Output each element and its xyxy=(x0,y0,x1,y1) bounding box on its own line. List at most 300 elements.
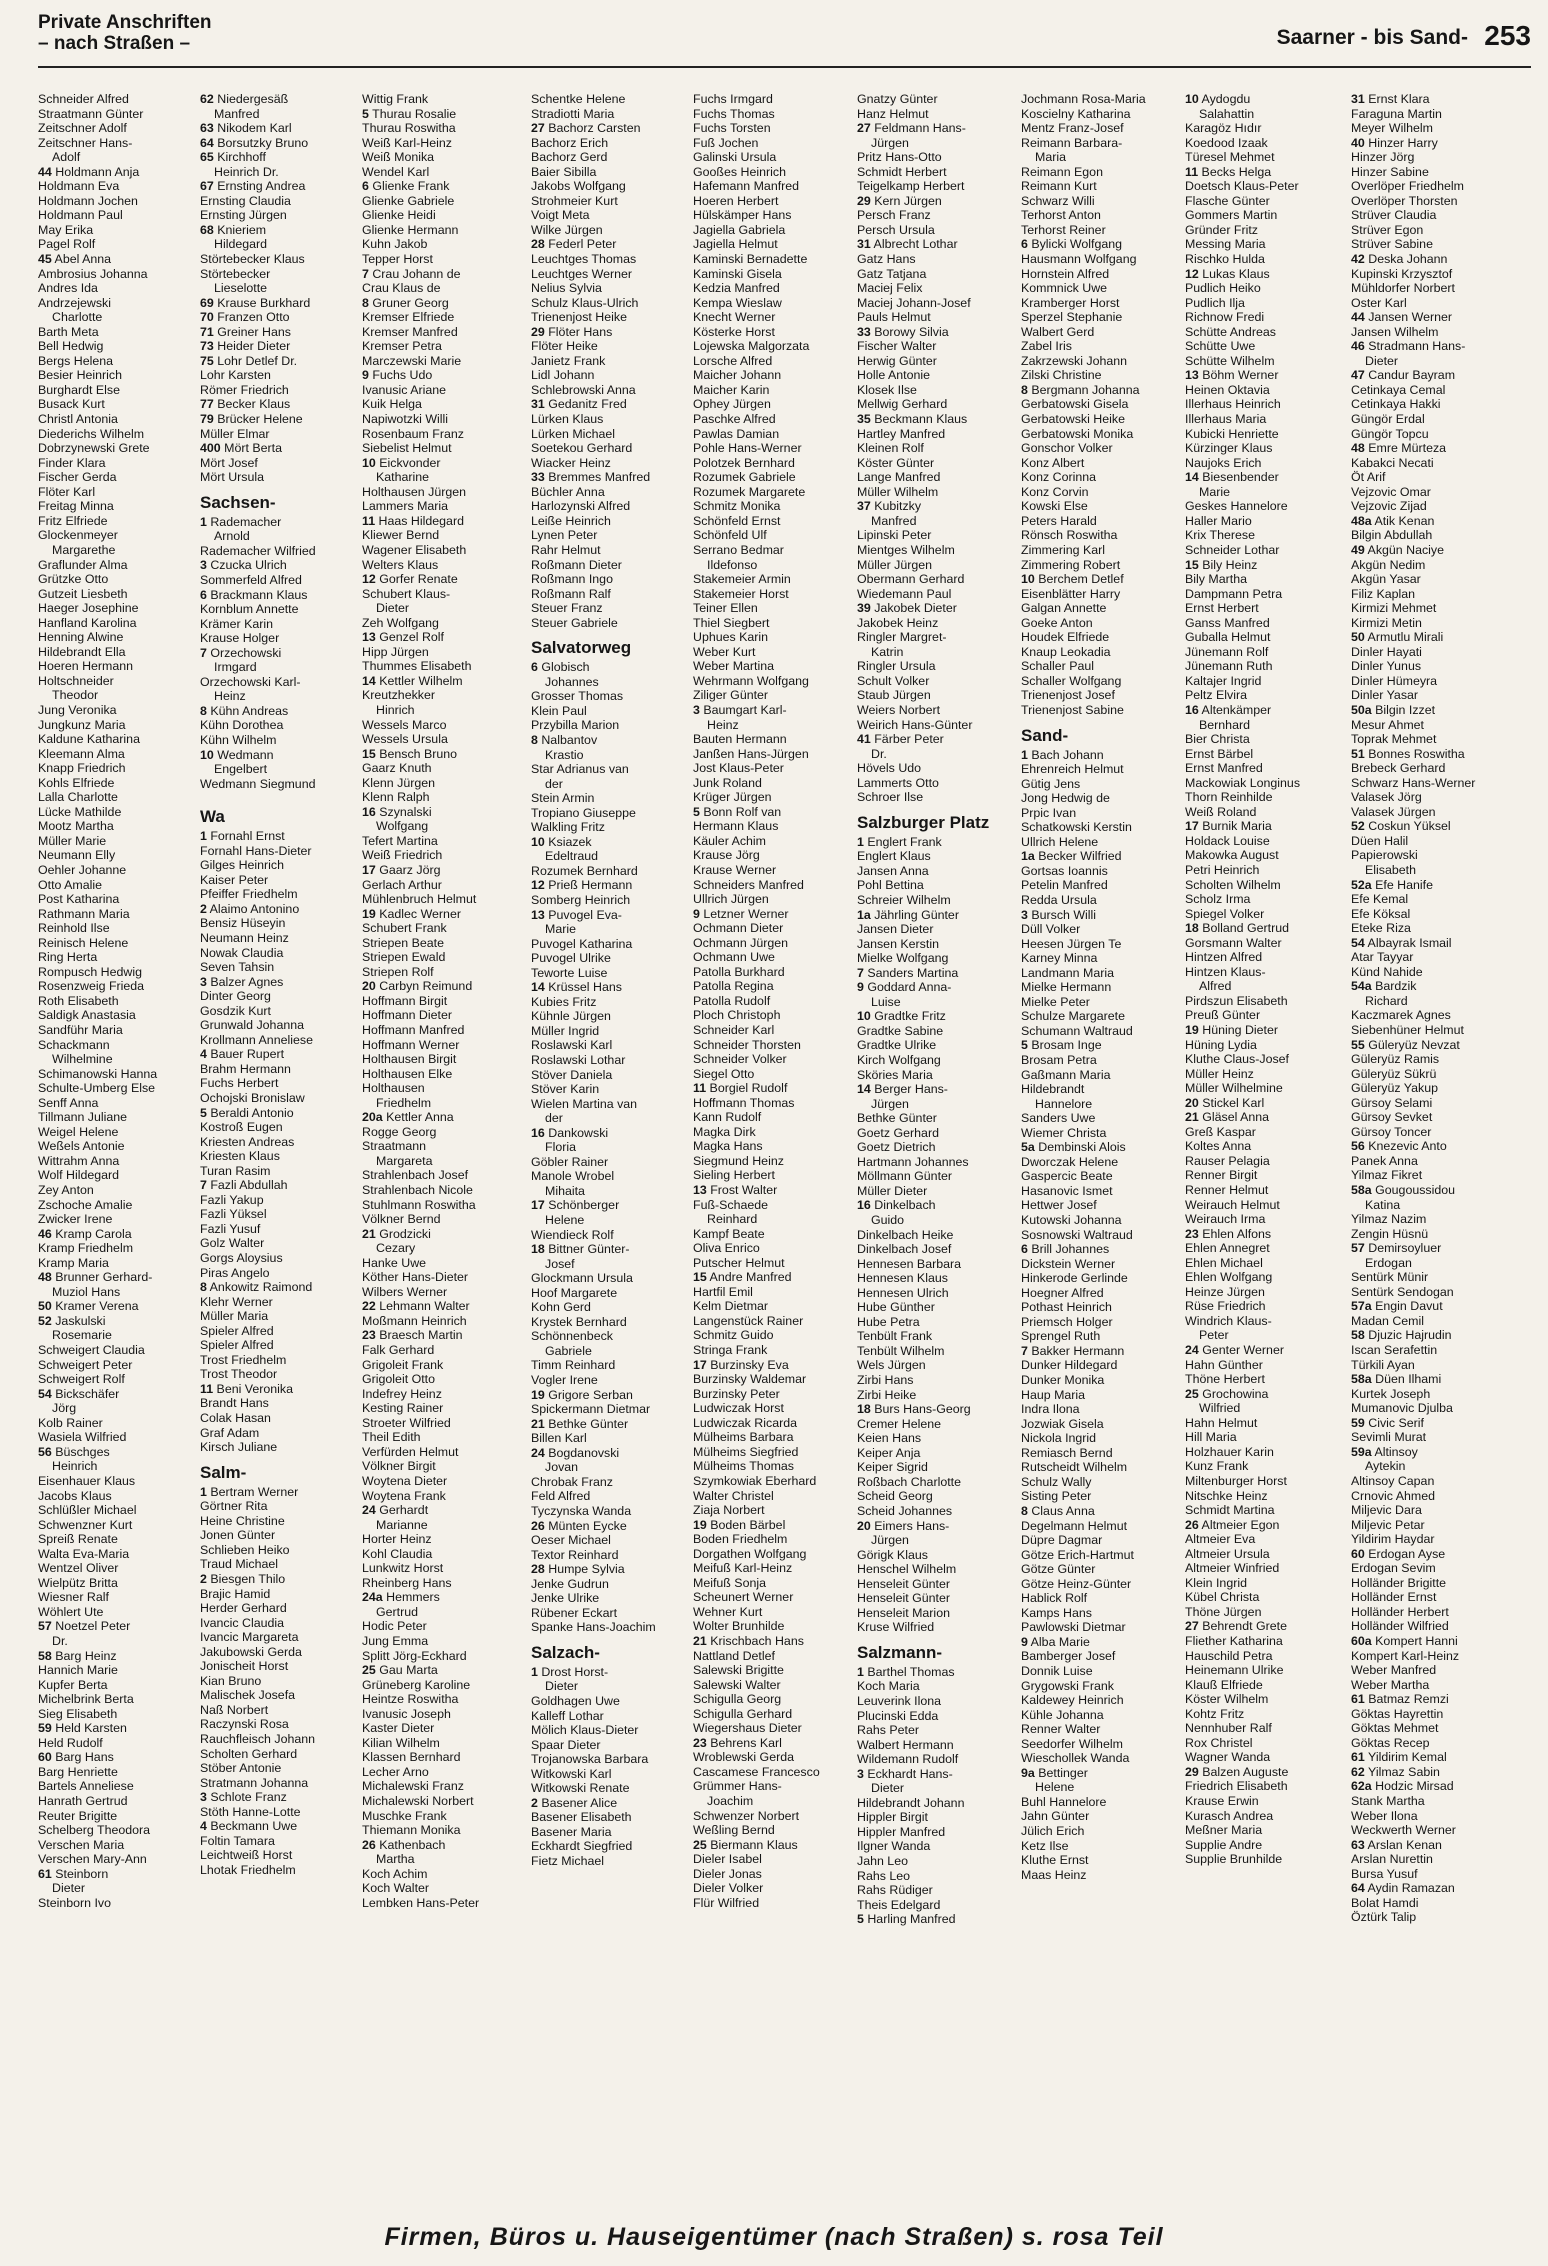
directory-entry: Stradiotti Maria xyxy=(531,106,615,121)
directory-entry: Ernst Manfred xyxy=(1185,761,1263,776)
directory-entry: Brahm Hermann xyxy=(200,1061,291,1076)
directory-entry: Kluthe Claus-Josef xyxy=(1185,1052,1289,1067)
house-number: 16 xyxy=(531,1125,545,1140)
directory-entry: 5 Bonn Rolf van xyxy=(693,804,782,819)
directory-entry: Weßling Bernd xyxy=(693,1823,775,1838)
house-number: 1 xyxy=(200,1484,207,1499)
directory-entry: Tropiano Giuseppe xyxy=(531,805,636,820)
house-number: 27 xyxy=(857,121,871,136)
directory-entry: Stein Armin xyxy=(531,791,595,806)
directory-entry: Dinter Georg xyxy=(200,989,271,1004)
directory-entry: Schentke Helene xyxy=(531,92,626,106)
house-number: 22 xyxy=(362,1299,376,1314)
directory-entry: Janßen Hans-Jürgen xyxy=(693,746,809,761)
directory-entry: Kowski Else xyxy=(1021,499,1088,514)
house-number: 21 xyxy=(693,1633,707,1648)
directory-entry: Nattland Detlef xyxy=(693,1648,775,1663)
house-number: 26 xyxy=(1185,1517,1199,1532)
directory-entry: Holdmann Eva xyxy=(38,179,120,194)
directory-entry: Cetinkaya Hakki xyxy=(1351,397,1441,412)
directory-entry: 24 Genter Werner xyxy=(1185,1343,1284,1358)
directory-entry: Kedzia Manfred xyxy=(693,281,780,296)
directory-entry: 9 Goddard Anna- xyxy=(857,980,952,995)
directory-entry: Grygowski Frank xyxy=(1021,1678,1114,1693)
directory-entry: Janietz Frank xyxy=(531,353,606,368)
directory-entry: Siebenhüner Helmut xyxy=(1351,1023,1464,1037)
directory-entry: Ziliger Günter xyxy=(693,688,769,703)
directory-entry: Splitt Jörg-Eckhard xyxy=(362,1648,467,1663)
house-number: 6 xyxy=(1021,1242,1028,1257)
house-number: 33 xyxy=(857,324,871,339)
entry-continuation: Theodor xyxy=(52,688,99,703)
directory-entry: Andres Ida xyxy=(38,281,98,296)
directory-entry: Käuler Achim xyxy=(693,833,767,848)
directory-entry: Holthausen Elke xyxy=(362,1066,453,1081)
directory-entry: Tepper Horst xyxy=(362,252,433,267)
directory-entry: Türkili Ayan xyxy=(1351,1357,1415,1372)
directory-entry: Kommnick Uwe xyxy=(1021,281,1108,296)
directory-entry: Petelin Manfred xyxy=(1021,878,1108,893)
entry-continuation: Salahattin xyxy=(1199,106,1255,121)
directory-entry: Schlüßler Michael xyxy=(38,1503,137,1518)
entry-continuation: Wilhelmine xyxy=(52,1052,113,1067)
directory-entry: Weiß Roland xyxy=(1185,804,1257,819)
house-number: 5 xyxy=(200,1105,207,1120)
directory-entry: Hüning Lydia xyxy=(1185,1037,1257,1052)
house-number: 27 xyxy=(531,121,545,136)
house-number: 57 xyxy=(1351,1241,1365,1256)
directory-entry: 14 Berger Hans- xyxy=(857,1082,948,1097)
directory-entry: Buhl Hannelore xyxy=(1021,1794,1107,1809)
directory-entry: Fornahl Hans-Dieter xyxy=(200,843,312,858)
directory-entry: Landmann Maria xyxy=(1021,965,1114,980)
directory-entry: 25 Gau Marta xyxy=(362,1663,438,1678)
directory-entry: Weigel Helene xyxy=(38,1124,119,1139)
directory-entry: Toprak Mehmet xyxy=(1351,732,1437,747)
directory-entry: Altmeier Ursula xyxy=(1185,1546,1270,1561)
directory-entry: Yildirim Haydar xyxy=(1351,1532,1435,1547)
entry-continuation: Edeltraud xyxy=(545,849,599,864)
column-3 xyxy=(362,92,530,2192)
directory-entry: Heintze Roswitha xyxy=(362,1692,459,1707)
directory-entry: Mülheims Barbara xyxy=(693,1430,794,1445)
house-number: 29 xyxy=(857,193,871,208)
directory-entry: Jansen Anna xyxy=(857,863,929,878)
house-number: 33 xyxy=(531,470,545,485)
directory-entry: Altinsoy Capan xyxy=(1351,1473,1435,1488)
house-number: 35 xyxy=(857,412,871,427)
directory-entry: Thiemann Monika xyxy=(362,1823,461,1838)
directory-entry: Schumann Waltraud xyxy=(1021,1023,1133,1038)
directory-entry: Jünemann Ruth xyxy=(1185,659,1273,674)
directory-entry: Kübel Christa xyxy=(1185,1590,1260,1605)
house-number: 6 xyxy=(531,660,538,675)
house-number: 64 xyxy=(1351,1881,1365,1896)
directory-entry: Siegel Otto xyxy=(693,1066,755,1081)
entry-continuation: Jürgen xyxy=(871,1096,909,1111)
directory-entry: 13 Puvogel Eva- xyxy=(531,907,622,922)
directory-entry: Fazli Yüksel xyxy=(200,1207,267,1222)
directory-entry: Mört Josef xyxy=(200,455,258,470)
directory-entry: 29 Kern Jürgen xyxy=(857,193,942,208)
directory-entry: Rahs Leo xyxy=(857,1868,911,1883)
column-7 xyxy=(1021,92,1189,2192)
directory-entry: Kirch Wolfgang xyxy=(857,1053,941,1067)
directory-entry: Grunwald Johanna xyxy=(200,1018,305,1033)
directory-entry: 17 Gaarz Jörg xyxy=(362,862,441,877)
house-number: 3 xyxy=(857,1766,864,1781)
directory-entry: Kelm Dietmar xyxy=(693,1299,769,1314)
house-number: 5 xyxy=(362,106,369,121)
directory-entry: Ziaja Norbert xyxy=(693,1503,765,1518)
directory-entry: 20a Kettler Anna xyxy=(362,1110,454,1125)
directory-entry: 60 Barg Hans xyxy=(38,1750,114,1765)
directory-entry: Hipp Jürgen xyxy=(362,644,429,659)
house-number: 23 xyxy=(362,1328,376,1343)
directory-entry: Heinen Oktavia xyxy=(1185,382,1270,397)
house-number: 68 xyxy=(200,222,214,237)
directory-entry: Rüse Friedrich xyxy=(1185,1299,1266,1314)
entry-continuation: Wilfried xyxy=(1199,1401,1241,1416)
directory-entry: Ludwiczak Ricarda xyxy=(693,1415,797,1430)
directory-entry: 20 Stickel Karl xyxy=(1185,1095,1265,1110)
house-number: 8 xyxy=(1021,1503,1028,1518)
directory-entry: 31 Gedanitz Fred xyxy=(531,397,627,412)
directory-entry: Schubert Klaus- xyxy=(362,586,451,601)
directory-entry: Jonischeit Horst xyxy=(200,1659,289,1674)
directory-entry: Müller Elmar xyxy=(200,426,270,441)
house-number: 77 xyxy=(200,397,214,412)
directory-entry: Post Katharina xyxy=(38,892,120,907)
entry-continuation: Katharine xyxy=(376,470,430,485)
directory-entry: Nelius Sylvia xyxy=(531,281,602,296)
directory-entry: Ludwiczak Horst xyxy=(693,1401,784,1416)
entry-continuation: Katrin xyxy=(871,644,904,659)
directory-entry: 33 Borowy Silvia xyxy=(857,324,949,339)
directory-entry: Uphues Karin xyxy=(693,630,769,645)
directory-entry: Fietz Michael xyxy=(531,1853,604,1868)
directory-entry: Wiedemann Paul xyxy=(857,586,952,601)
entry-continuation: Margareta xyxy=(376,1153,433,1168)
house-number: 12 xyxy=(362,572,376,587)
directory-entry: Göktas Recep xyxy=(1351,1735,1430,1750)
directory-entry: Teworte Luise xyxy=(531,965,608,980)
directory-entry: Ambrosius Johanna xyxy=(38,266,148,281)
directory-entry: Kohl Claudia xyxy=(362,1546,433,1561)
directory-entry: Roth Elisabeth xyxy=(38,993,119,1008)
directory-entry: Rathmann Maria xyxy=(38,906,130,921)
entry-continuation: Richard xyxy=(1365,993,1408,1008)
directory-entry: Gürsoy Sevket xyxy=(1351,1110,1433,1125)
section-title: Private Anschriften xyxy=(38,12,212,33)
house-number: 4 xyxy=(200,1047,207,1062)
directory-entry: Herder Gerhard xyxy=(200,1601,287,1616)
directory-entry: Hodic Peter xyxy=(362,1619,427,1634)
directory-entry: Maicher Karin xyxy=(693,382,770,397)
directory-entry: Obermann Gerhard xyxy=(857,572,965,587)
directory-entry: Miljevic Dara xyxy=(1351,1503,1422,1518)
directory-entry: Schroer Ilse xyxy=(857,790,924,805)
directory-entry: Ganss Manfred xyxy=(1185,615,1270,630)
directory-entry: Grümmer Hans- xyxy=(693,1779,782,1794)
directory-entry: Schmitz Monika xyxy=(693,499,781,514)
entry-continuation: Arnold xyxy=(214,529,250,544)
directory-entry: Koch Walter xyxy=(362,1881,430,1896)
directory-entry: Dieler Isabel xyxy=(693,1852,762,1867)
directory-entry: Mielke Wolfgang xyxy=(857,951,949,966)
directory-entry: Indra Ilona xyxy=(1021,1402,1080,1417)
entry-continuation: Dr. xyxy=(871,746,887,761)
house-number: 60 xyxy=(38,1750,52,1765)
entry-continuation: Luise xyxy=(871,994,901,1009)
directory-entry: 19 Kadlec Werner xyxy=(362,906,461,921)
directory-entry: 42 Deska Johann xyxy=(1351,252,1448,267)
directory-entry: Galinski Ursula xyxy=(693,150,777,165)
directory-entry: Ehlen Annegret xyxy=(1185,1241,1270,1256)
directory-entry: Keiper Anja xyxy=(857,1445,921,1460)
directory-entry: Roßbach Charlotte xyxy=(857,1474,961,1489)
directory-entry: Kramp Friedhelm xyxy=(38,1241,134,1256)
directory-entry: Klauß Elfriede xyxy=(1185,1677,1263,1692)
entry-continuation: Maria xyxy=(1035,150,1066,165)
house-number: 13 xyxy=(531,907,545,922)
directory-entry: Bolat Hamdi xyxy=(1351,1895,1419,1910)
directory-entry: 13 Frost Walter xyxy=(693,1183,778,1198)
directory-entry: 48 Emre Mürteza xyxy=(1351,441,1447,456)
directory-entry: Schaller Wolfgang xyxy=(1021,673,1122,688)
directory-entry: Jong Hedwig de xyxy=(1021,791,1110,806)
house-number: 31 xyxy=(857,237,871,252)
directory-entry: Wiacker Heinz xyxy=(531,455,611,470)
house-number: 71 xyxy=(200,324,214,339)
directory-entry: Dampmann Petra xyxy=(1185,586,1283,601)
directory-entry: Kampf Beate xyxy=(693,1226,765,1241)
directory-entry: 62 Niedergesäß xyxy=(200,92,289,106)
directory-entry: Wilke Jürgen xyxy=(531,222,603,237)
directory-entry: Gerlach Arthur xyxy=(362,877,442,892)
directory-entry: Brandt Hans xyxy=(200,1396,269,1411)
directory-entry: Reimann Kurt xyxy=(1021,179,1097,194)
entry-continuation: Marie xyxy=(1199,484,1230,499)
directory-entry: Kühn Wilhelm xyxy=(200,732,277,747)
directory-entry: Scholten Gerhard xyxy=(200,1746,298,1761)
directory-entry: Klenn Ralph xyxy=(362,790,430,805)
directory-entry: Renner Walter xyxy=(1021,1722,1101,1737)
directory-entry: Kabakci Necati xyxy=(1351,455,1434,470)
house-number: 79 xyxy=(200,412,214,427)
directory-entry: Rheinberg Hans xyxy=(362,1575,452,1590)
house-number: 46 xyxy=(38,1226,52,1241)
directory-entry: Lhotak Friedhelm xyxy=(200,1862,296,1877)
directory-entry: 15 Bensch Bruno xyxy=(362,746,458,761)
directory-entry: 48 Brunner Gerhard- xyxy=(38,1270,153,1285)
directory-entry: Voigt Meta xyxy=(531,208,590,223)
directory-entry: 33 Bremmes Manfred xyxy=(531,470,651,485)
directory-entry: Traud Michael xyxy=(200,1557,279,1572)
directory-entry: Kupinski Krzysztof xyxy=(1351,266,1453,281)
directory-entry: Siegmund Heinz xyxy=(693,1153,784,1168)
directory-entry: Schwarz Willi xyxy=(1021,193,1095,208)
directory-entry: Henseleit Marion xyxy=(857,1605,950,1620)
directory-entry: Klenn Jürgen xyxy=(362,775,436,790)
directory-entry: Prpic Ivan xyxy=(1021,805,1077,820)
column-6 xyxy=(857,92,1025,2192)
directory-entry: Thorn Reinhilde xyxy=(1185,790,1273,805)
directory-entry: Müller Wilhelm xyxy=(857,484,939,499)
directory-entry: Henseleit Günter xyxy=(857,1591,950,1606)
directory-entry: Jülich Erich xyxy=(1021,1823,1085,1838)
directory-entry: Roßmann Ingo xyxy=(531,572,613,587)
directory-entry: Roslawski Lothar xyxy=(531,1053,626,1067)
directory-entry: Orzechowski Karl- xyxy=(200,674,301,689)
directory-entry: 58 Djuzic Hajrudin xyxy=(1351,1328,1452,1343)
directory-entry: Kuhn Jakob xyxy=(362,237,428,252)
house-number: 10 xyxy=(362,455,376,470)
directory-entry: Gosdzik Kurt xyxy=(200,1003,271,1018)
directory-entry: Büchler Anna xyxy=(531,484,605,499)
house-number: 19 xyxy=(531,1387,545,1402)
directory-entry: Dworczak Helene xyxy=(1021,1154,1119,1169)
directory-entry: Pudlich Ilja xyxy=(1185,295,1245,310)
directory-entry: 12 Prieß Hermann xyxy=(531,878,633,893)
directory-entry: Jozwiak Gisela xyxy=(1021,1416,1104,1431)
directory-entry: Heinemann Ulrike xyxy=(1185,1663,1284,1678)
entry-continuation: der xyxy=(545,1111,563,1126)
directory-entry: Bamberger Josef xyxy=(1021,1649,1116,1664)
directory-entry: Trost Theodor xyxy=(200,1367,278,1382)
directory-entry: Fliether Katharina xyxy=(1185,1633,1283,1648)
directory-entry: Kian Bruno xyxy=(200,1673,262,1688)
directory-entry: Straatmann xyxy=(362,1139,427,1154)
directory-entry: Degelmann Helmut xyxy=(1021,1518,1128,1533)
directory-entry: Güngör Topcu xyxy=(1351,426,1429,441)
directory-entry: Kupfer Berta xyxy=(38,1677,108,1692)
directory-entry: Güleryüz Yakup xyxy=(1351,1081,1439,1096)
directory-entry: Gilges Heinrich xyxy=(200,858,285,873)
directory-entry: Rompusch Hedwig xyxy=(38,964,142,979)
directory-entry: Weiß Monika xyxy=(362,150,435,165)
house-number: 54 xyxy=(1351,935,1365,950)
house-number: 44 xyxy=(1351,310,1365,325)
house-number: 4 xyxy=(200,1819,207,1834)
directory-entry: Dinkelbach Heike xyxy=(857,1227,954,1242)
directory-entry: Petri Heinrich xyxy=(1185,862,1260,877)
directory-entry: Billen Karl xyxy=(531,1431,587,1446)
directory-entry: Andrzejewski xyxy=(38,295,111,310)
directory-entry: Mölich Klaus-Dieter xyxy=(531,1723,639,1738)
directory-entry: Seven Tahsin xyxy=(200,960,275,975)
directory-entry: Ochojski Bronislaw xyxy=(200,1091,305,1105)
directory-entry: Kremser Petra xyxy=(362,339,442,354)
entry-continuation: Bernhard xyxy=(1199,717,1250,732)
entry-continuation: Heinrich xyxy=(52,1459,98,1474)
house-number: 24 xyxy=(1185,1343,1199,1358)
directory-entry: Jakubowski Gerda xyxy=(200,1644,302,1659)
directory-entry: Lipinski Peter xyxy=(857,528,932,543)
directory-entry: Göktas Mehmet xyxy=(1351,1721,1439,1736)
directory-entry: Timm Reinhard xyxy=(531,1358,616,1373)
house-number: 52 xyxy=(1351,819,1365,834)
directory-entry: Graf Adam xyxy=(200,1425,260,1440)
directory-entry: 24 Gerhardt xyxy=(362,1503,429,1518)
directory-entry: Gerbatowski Monika xyxy=(1021,426,1134,441)
directory-entry: Glienke Hermann xyxy=(362,222,459,237)
directory-entry: Tyczynska Wanda xyxy=(531,1503,632,1518)
house-number: 5 xyxy=(1021,1038,1028,1053)
directory-entry: Gutzeit Liesbeth xyxy=(38,586,128,601)
directory-entry: Hülskämper Hans xyxy=(693,208,792,223)
directory-entry: Illerhaus Maria xyxy=(1185,412,1267,427)
directory-entry: Tillmann Juliane xyxy=(38,1110,128,1125)
directory-entry: Spaar Dieter xyxy=(531,1737,601,1752)
directory-entry: Stroeter Wilfried xyxy=(362,1415,451,1430)
directory-entry: Kilian Wilhelm xyxy=(362,1735,440,1750)
directory-entry: Zschoche Amalie xyxy=(38,1197,133,1212)
directory-entry: 60 Erdogan Ayse xyxy=(1351,1546,1446,1561)
directory-entry: Haup Maria xyxy=(1021,1387,1086,1402)
directory-entry: Hafemann Manfred xyxy=(693,179,800,194)
directory-entry: 1 Drost Horst- xyxy=(531,1664,609,1679)
directory-entry: Wöhlert Ute xyxy=(38,1604,104,1619)
directory-entry: Napiwotzki Willi xyxy=(362,412,449,427)
directory-entry: 25 Biermann Klaus xyxy=(693,1837,798,1852)
directory-entry: Patolla Regina xyxy=(693,979,774,994)
entry-continuation: Gabriele xyxy=(545,1343,592,1358)
directory-entry: 58a Düen Ilhami xyxy=(1351,1372,1442,1387)
house-number: 11 xyxy=(362,513,376,528)
directory-entry: Hanfland Karolina xyxy=(38,615,137,630)
directory-entry: Schneiders Manfred xyxy=(693,877,804,892)
directory-entry: Hartmann Johannes xyxy=(857,1154,969,1169)
house-number: 11 xyxy=(693,1081,707,1096)
directory-entry: Römer Friedrich xyxy=(200,382,289,397)
house-number: 17 xyxy=(531,1198,545,1213)
directory-entry: Dinkelbach Josef xyxy=(857,1242,952,1257)
directory-entry: 5 Harling Manfred xyxy=(857,1912,956,1927)
directory-entry: 10 Berchem Detlef xyxy=(1021,572,1124,587)
directory-entry: Hoffmann Thomas xyxy=(693,1095,795,1110)
directory-entry: Greß Kaspar xyxy=(1185,1124,1256,1139)
directory-entry: Hildebrandt xyxy=(1021,1082,1085,1097)
entry-continuation: Jürgen xyxy=(871,135,909,150)
directory-entry: Thiel Siegbert xyxy=(693,615,770,630)
directory-entry: Weber Kurt xyxy=(693,644,756,659)
directory-entry: Schneider Thorsten xyxy=(693,1037,801,1052)
directory-entry: 11 Beni Veronika xyxy=(200,1381,294,1396)
house-number: 3 xyxy=(200,558,207,573)
directory-entry: Lürken Michael xyxy=(531,426,616,441)
directory-entry: 58 Barg Heinz xyxy=(38,1648,117,1663)
directory-entry: Müller Wilhelmine xyxy=(1185,1081,1283,1096)
directory-entry: 64 Aydin Ramazan xyxy=(1351,1881,1455,1896)
directory-entry: Hermann Klaus xyxy=(693,819,779,834)
directory-entry: 54 Albayrak Ismail xyxy=(1351,935,1452,950)
directory-entry: Künd Nahide xyxy=(1351,964,1423,979)
directory-entry: 12 Lukas Klaus xyxy=(1185,266,1270,281)
entry-continuation: Adolf xyxy=(52,150,81,165)
directory-entry: Stuhlmann Roswitha xyxy=(362,1197,476,1212)
directory-entry: 51 Bonnes Roswitha xyxy=(1351,746,1465,761)
street-heading: Sachsen- xyxy=(200,492,276,512)
directory-entry: Dinler Yasar xyxy=(1351,688,1419,703)
directory-entry: Marczewski Marie xyxy=(362,353,462,368)
house-number: 13 xyxy=(1185,368,1199,383)
directory-entry: Paschke Alfred xyxy=(693,412,776,427)
directory-entry: Ivancic Margareta xyxy=(200,1630,299,1645)
directory-entry: Ivanusic Joseph xyxy=(362,1706,451,1721)
directory-entry: Meifuß Sonja xyxy=(693,1575,767,1590)
directory-entry: Fuß-Schaede xyxy=(693,1197,769,1212)
